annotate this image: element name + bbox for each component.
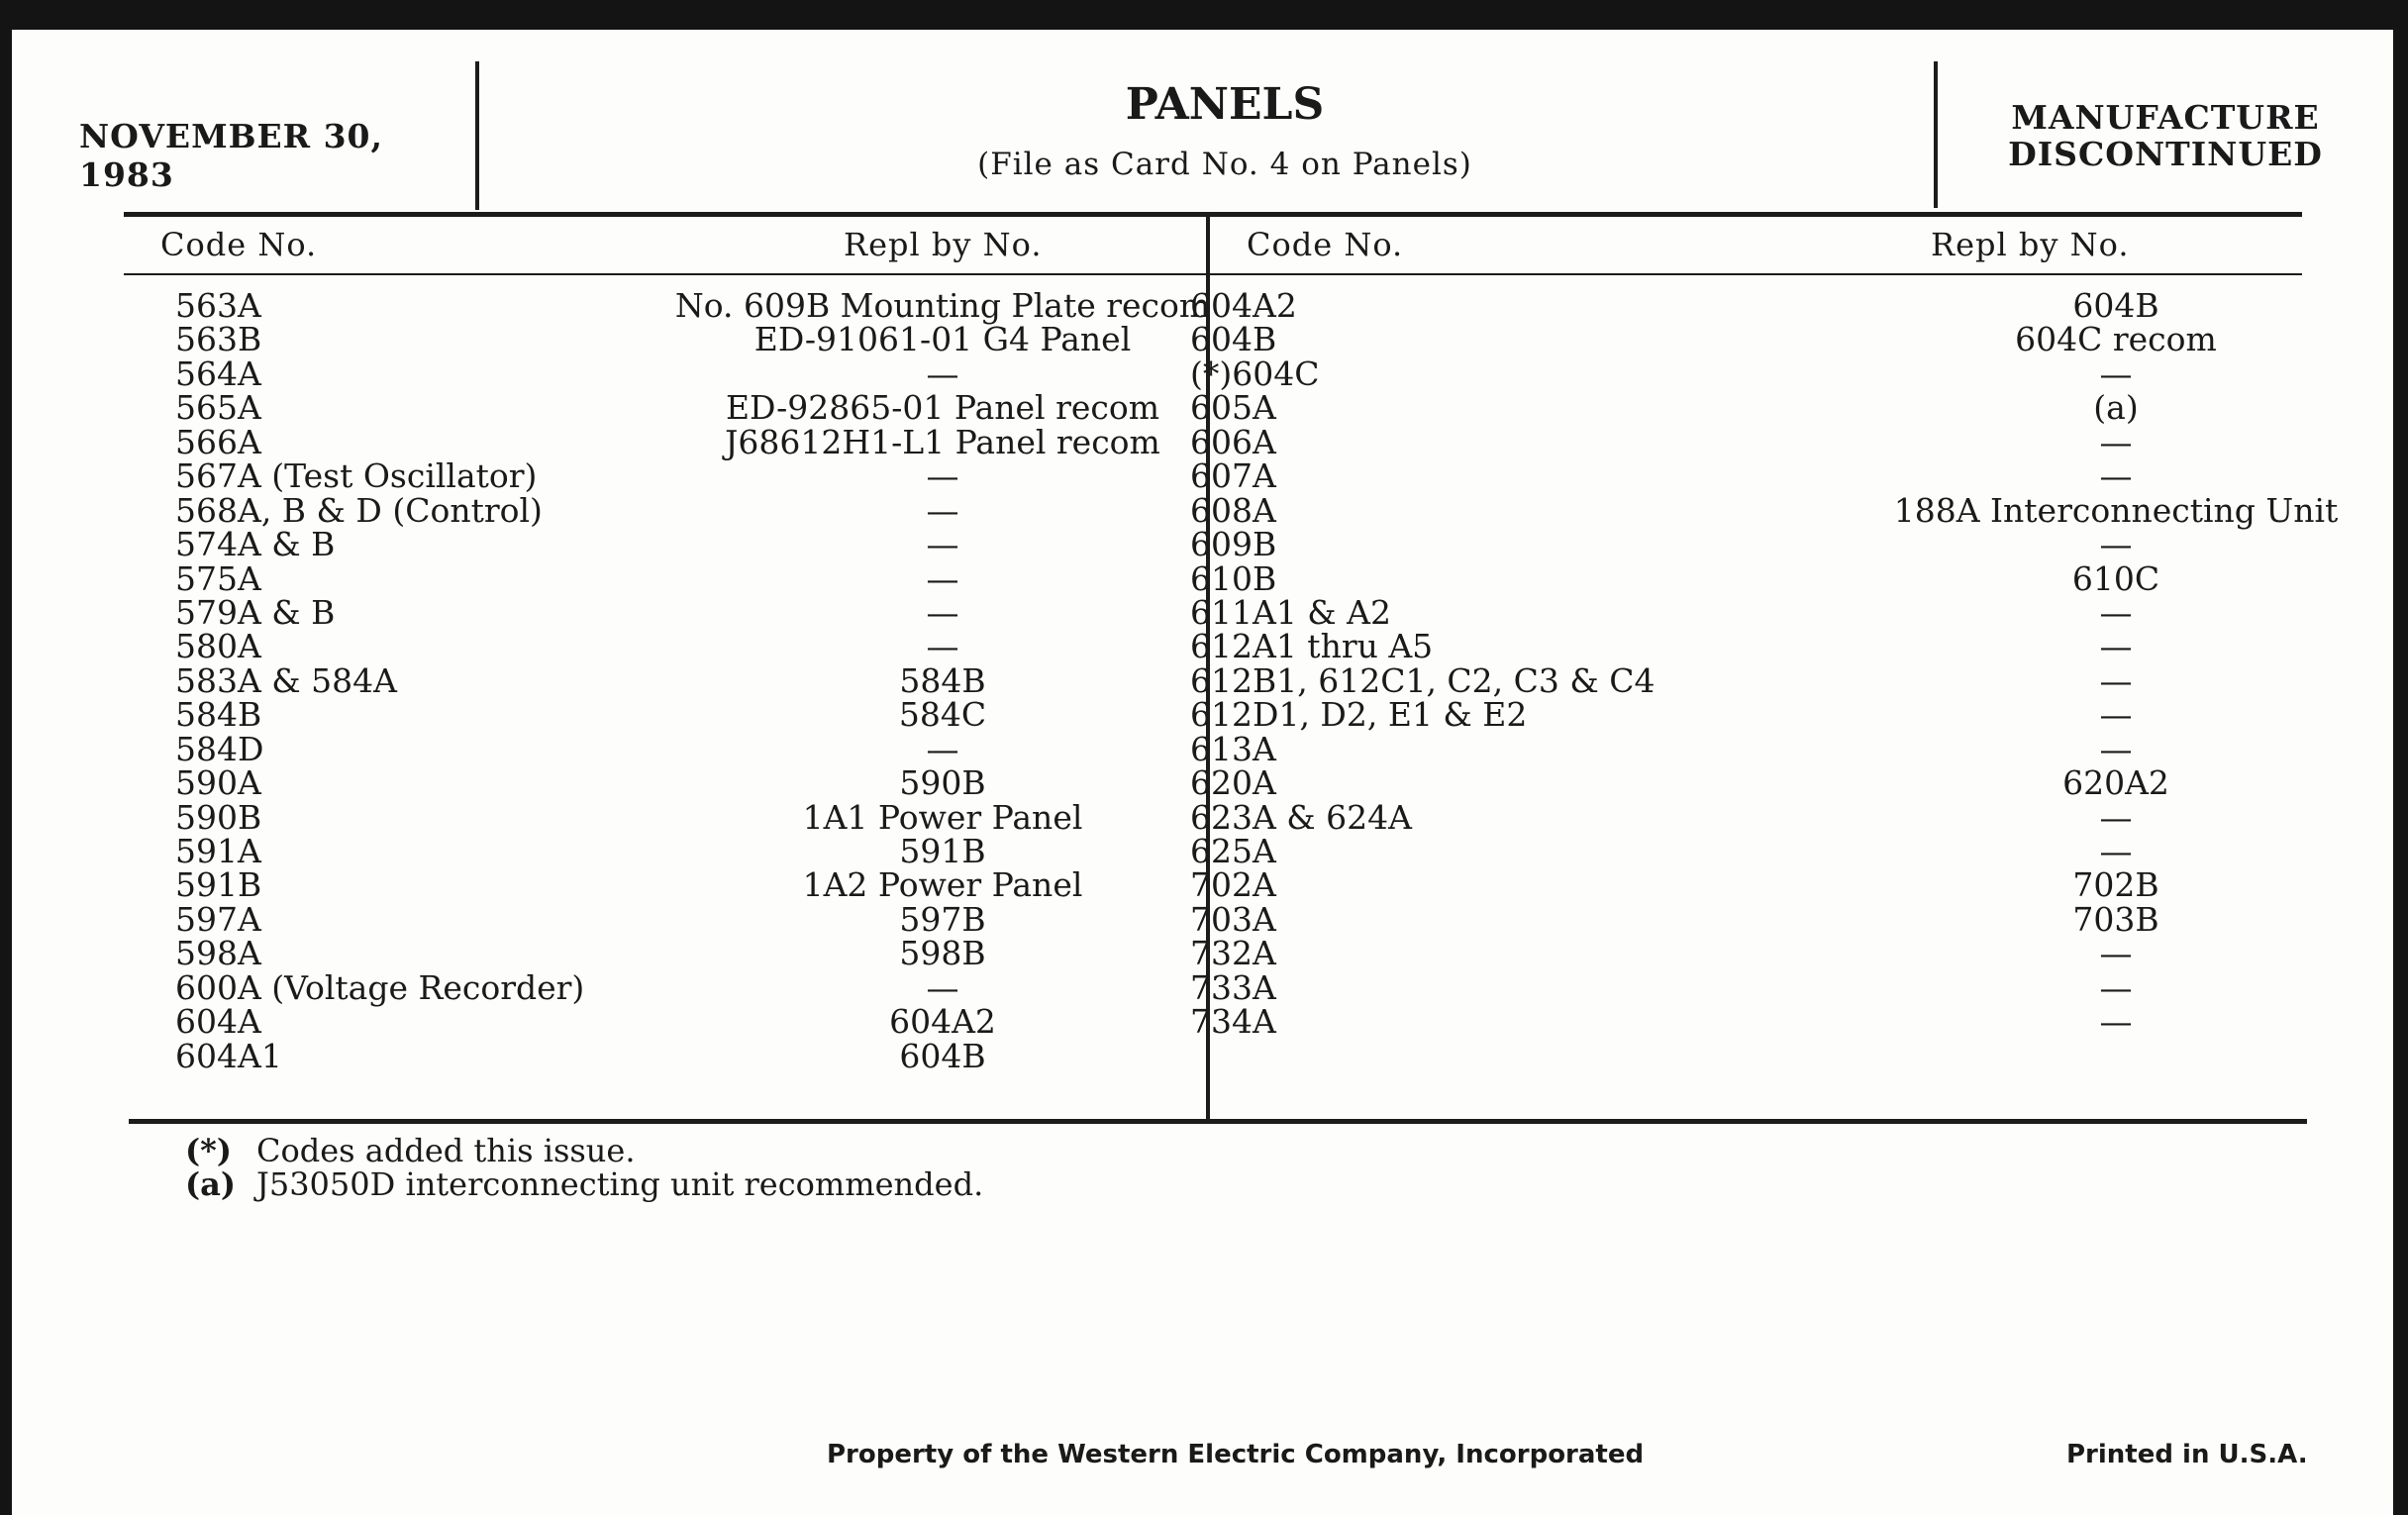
code-cell: (*)604C xyxy=(1190,354,1320,393)
header-divider-right xyxy=(1934,61,1938,208)
code-cell: 580A xyxy=(175,627,261,666)
code-cell: 604A2 xyxy=(1190,286,1297,325)
replacement-cell: — xyxy=(926,490,959,530)
code-cell: 584D xyxy=(175,729,264,768)
replacement-cell: 620A2 xyxy=(2062,763,2169,803)
replacement-cell: 604C recom xyxy=(2015,320,2217,359)
code-cell: 612D1, D2, E1 & E2 xyxy=(1190,695,1528,735)
status-label xyxy=(1977,99,2354,172)
code-cell: 590B xyxy=(175,797,262,837)
code-cell: 608A xyxy=(1190,490,1276,530)
code-cell: 605A xyxy=(1190,388,1276,428)
replacement-cell: 591B xyxy=(899,832,986,870)
code-cell: 612B1, 612C1, C2, C3 & C4 xyxy=(1190,660,1656,700)
code-cell: 579A & B xyxy=(175,592,336,632)
replacement-cell: ED-91061-01 G4 Panel xyxy=(753,320,1132,359)
code-cell: 609B xyxy=(1190,525,1277,564)
left-repl-header: Repl by No. xyxy=(844,226,1043,263)
code-cell: 598A xyxy=(175,934,261,973)
code-cell: 702A xyxy=(1190,865,1276,905)
replacement-cell: 702B xyxy=(2072,865,2159,905)
header-divider-left xyxy=(475,61,479,210)
right-code-column xyxy=(1190,286,1962,1042)
code-cell: 607A xyxy=(1190,456,1276,496)
code-cell: 611A1 & A2 xyxy=(1190,592,1391,632)
right-code-header: Code No. xyxy=(1247,226,1404,263)
footnote-text: Codes added this issue. xyxy=(256,1132,636,1169)
footer-printed: Printed in U.S.A. xyxy=(2066,1440,2308,1469)
status-line-1: MANUFACTURE xyxy=(2011,98,2320,137)
left-code-column xyxy=(175,286,690,1075)
catalog-card xyxy=(12,30,2393,1515)
replacement-cell: 610C xyxy=(2071,558,2160,598)
footnote-text: J53050D interconnecting unit recommended. xyxy=(256,1165,984,1203)
replacement-cell: — xyxy=(926,627,959,666)
replacement-cell: — xyxy=(2099,729,2133,768)
replacement-cell: 598B xyxy=(899,934,986,973)
code-cell: 563A xyxy=(175,286,261,325)
code-cell: 597A xyxy=(175,899,261,939)
code-cell: 734A xyxy=(1190,1002,1276,1042)
replacement-cell: 703B xyxy=(2072,899,2159,939)
left-code-header: Code No. xyxy=(160,226,318,263)
replacement-cell: — xyxy=(2099,422,2133,461)
replacement-cell: — xyxy=(2099,832,2133,870)
code-cell: 732A xyxy=(1190,934,1276,973)
code-cell: 591A xyxy=(175,832,261,870)
replacement-cell: — xyxy=(926,967,959,1007)
code-cell: 733A xyxy=(1190,967,1276,1007)
code-cell: 620A xyxy=(1190,763,1276,803)
replacement-cell: 188A Interconnecting Unit xyxy=(1893,490,2339,530)
replacement-cell: — xyxy=(2099,627,2133,666)
code-cell: 604A xyxy=(175,1002,261,1042)
replacement-cell: — xyxy=(2099,592,2133,632)
code-cell: 583A & 584A xyxy=(175,660,397,700)
replacement-cell: — xyxy=(926,729,959,768)
code-cell: 606A xyxy=(1190,422,1276,461)
code-cell: 574A & B xyxy=(175,525,336,564)
replacement-cell: 1A1 Power Panel xyxy=(802,797,1083,837)
table-header-rule xyxy=(124,273,2302,275)
replacement-cell: 590B xyxy=(899,763,986,803)
table-top-rule xyxy=(124,212,2302,217)
footnote-mark: (a) xyxy=(185,1165,237,1203)
code-cell: 584B xyxy=(175,695,262,735)
replacement-cell: 584B xyxy=(899,660,986,700)
replacement-cell: — xyxy=(2099,934,2133,973)
left-repl-column xyxy=(646,286,1240,1075)
footnote-a xyxy=(185,1165,983,1203)
code-cell: 564A xyxy=(175,354,261,393)
footer-property: Property of the Western Electric Company, Incorporated xyxy=(827,1440,1645,1469)
replacement-cell: — xyxy=(2099,354,2133,393)
code-cell: 623A & 624A xyxy=(1190,797,1412,837)
code-cell: 591B xyxy=(175,865,262,905)
replacement-cell: — xyxy=(2099,797,2133,837)
replacement-cell: 604B xyxy=(899,1036,986,1075)
code-cell: 568A, B & D (Control) xyxy=(175,490,543,530)
replacement-cell: ED-92865-01 Panel recom xyxy=(725,388,1160,428)
table-bottom-rule xyxy=(129,1119,2307,1124)
replacement-cell: 604B xyxy=(2072,286,2159,325)
footnote-mark: (*) xyxy=(185,1132,233,1169)
code-cell: 612A1 thru A5 xyxy=(1190,627,1434,666)
issue-date: NOVEMBER 30, 1983 xyxy=(79,117,383,194)
replacement-cell: 1A2 Power Panel xyxy=(802,865,1083,905)
replacement-cell: — xyxy=(2099,1002,2133,1042)
code-cell: 575A xyxy=(175,558,261,598)
replacement-cell: 597B xyxy=(899,899,986,939)
replacement-cell: 604A2 xyxy=(889,1002,996,1042)
replacement-cell: — xyxy=(2099,660,2133,700)
replacement-cell: 584C xyxy=(898,695,987,735)
status-line-2: DISCONTINUED xyxy=(2008,135,2323,173)
replacement-cell: — xyxy=(926,592,959,632)
page-subtitle: (File as Card No. 4 on Panels) xyxy=(977,147,1472,182)
replacement-cell: — xyxy=(2099,525,2133,564)
code-cell: 590A xyxy=(175,763,261,803)
replacement-cell: (a) xyxy=(2093,388,2139,428)
replacement-cell: — xyxy=(2099,695,2133,735)
replacement-cell: — xyxy=(2099,456,2133,496)
replacement-cell: — xyxy=(926,558,959,598)
code-cell: 563B xyxy=(175,320,262,359)
replacement-cell: J68612H1-L1 Panel recom xyxy=(725,422,1160,461)
replacement-cell: — xyxy=(926,456,959,496)
code-cell: 625A xyxy=(1190,832,1276,870)
code-cell: 604A1 xyxy=(175,1036,282,1075)
code-cell: 567A (Test Oscillator) xyxy=(175,456,538,496)
code-cell: 610B xyxy=(1190,558,1277,598)
replacement-cell: No. 609B Mounting Plate recom xyxy=(674,286,1211,325)
code-cell: 600A (Voltage Recorder) xyxy=(175,967,585,1007)
replacement-cell: — xyxy=(2099,967,2133,1007)
code-cell: 613A xyxy=(1190,729,1276,768)
code-cell: 703A xyxy=(1190,899,1276,939)
right-repl-header: Repl by No. xyxy=(1931,226,2130,263)
replacement-cell: — xyxy=(926,525,959,564)
code-cell: 565A xyxy=(175,388,261,428)
footnote-added xyxy=(185,1132,636,1169)
replacement-cell: — xyxy=(926,354,959,393)
code-cell: 604B xyxy=(1190,320,1277,359)
right-repl-column xyxy=(1849,286,2383,1042)
code-cell: 566A xyxy=(175,422,261,461)
page-title: PANELS xyxy=(1125,79,1325,130)
